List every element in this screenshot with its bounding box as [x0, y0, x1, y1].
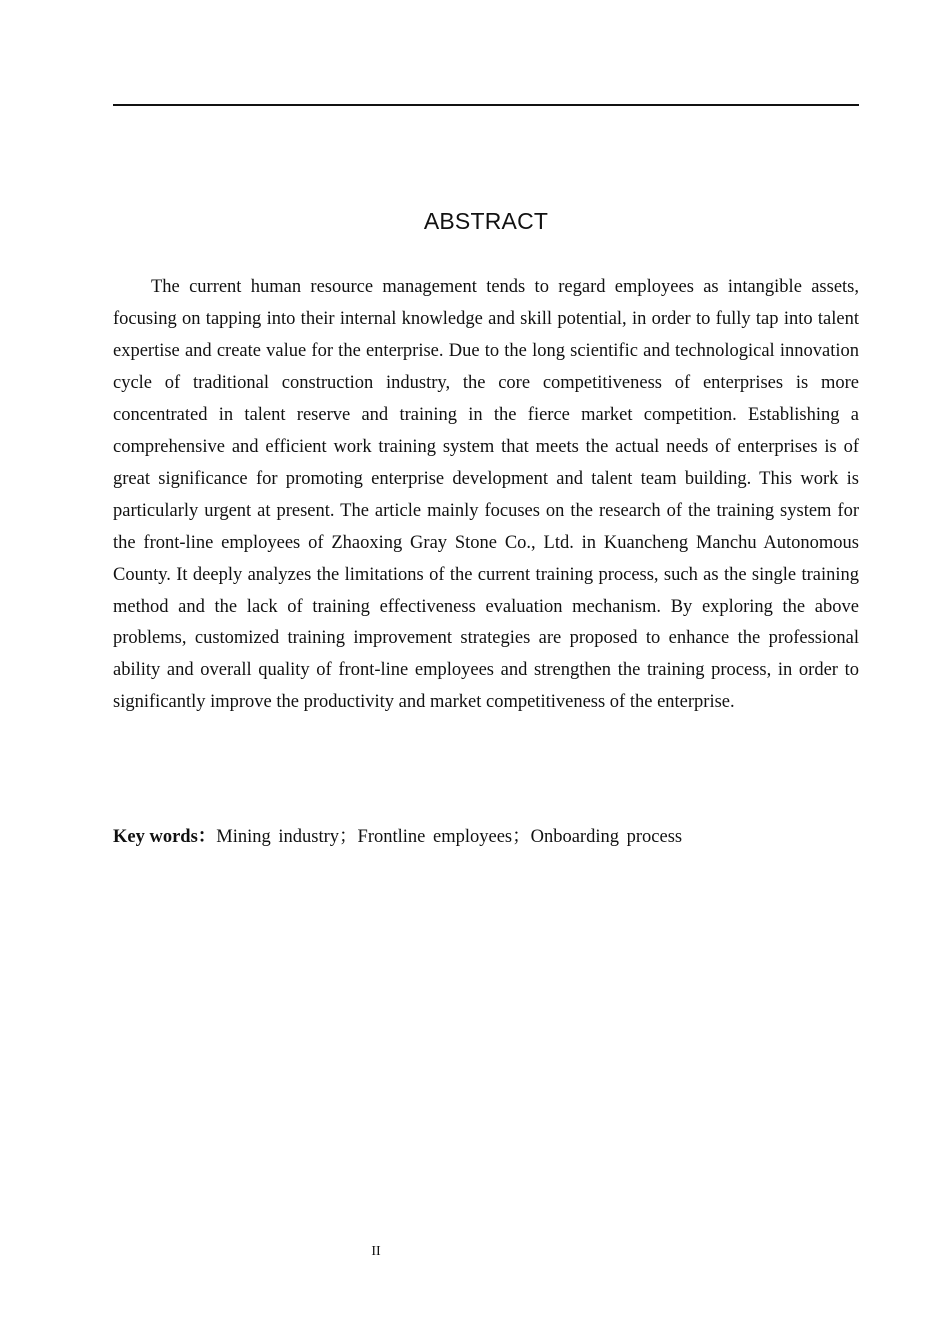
header-rule — [113, 104, 859, 106]
page-number: II — [371, 1244, 381, 1259]
abstract-title: ABSTRACT — [423, 208, 549, 234]
keywords-line — [113, 822, 859, 854]
abstract-body: The current human resource management tends to regard employees as intangible assets, focusing on tapping into their internal knowledge and skill potential, in order to fully tap into talent expertise and create value for the enterprise. Due to the long scientific and technological innovation cycle of traditional construction industry, the core competitiveness of enterprises is more concentrated in talent reserve and training in the fierce market competition. Establishing a comprehensive and efficient work training system that meets the actual needs of enterprises is of great significance for promoting enterprise development and talent team building. This work is particularly urgent at present. The article mainly focuses on the research of the training system for the front-line employees of Zhaoxing Gray Stone Co., Ltd. in Kuancheng Manchu Autonomous County. It deeply analyzes the limitations of the current training process, such as the single training method and the lack of training effectiveness evaluation mechanism. By exploring the above problems, customized training improvement strategies are proposed to enhance the professional ability and overall quality of front-line employees and strengthen the training process, in order to significantly improve the productivity and market competitiveness of the enterprise. — [113, 277, 859, 713]
keywords-items: Mining industry；Frontline employees；Onboarding process — [216, 827, 683, 847]
keywords-label: Key words： — [113, 827, 217, 847]
